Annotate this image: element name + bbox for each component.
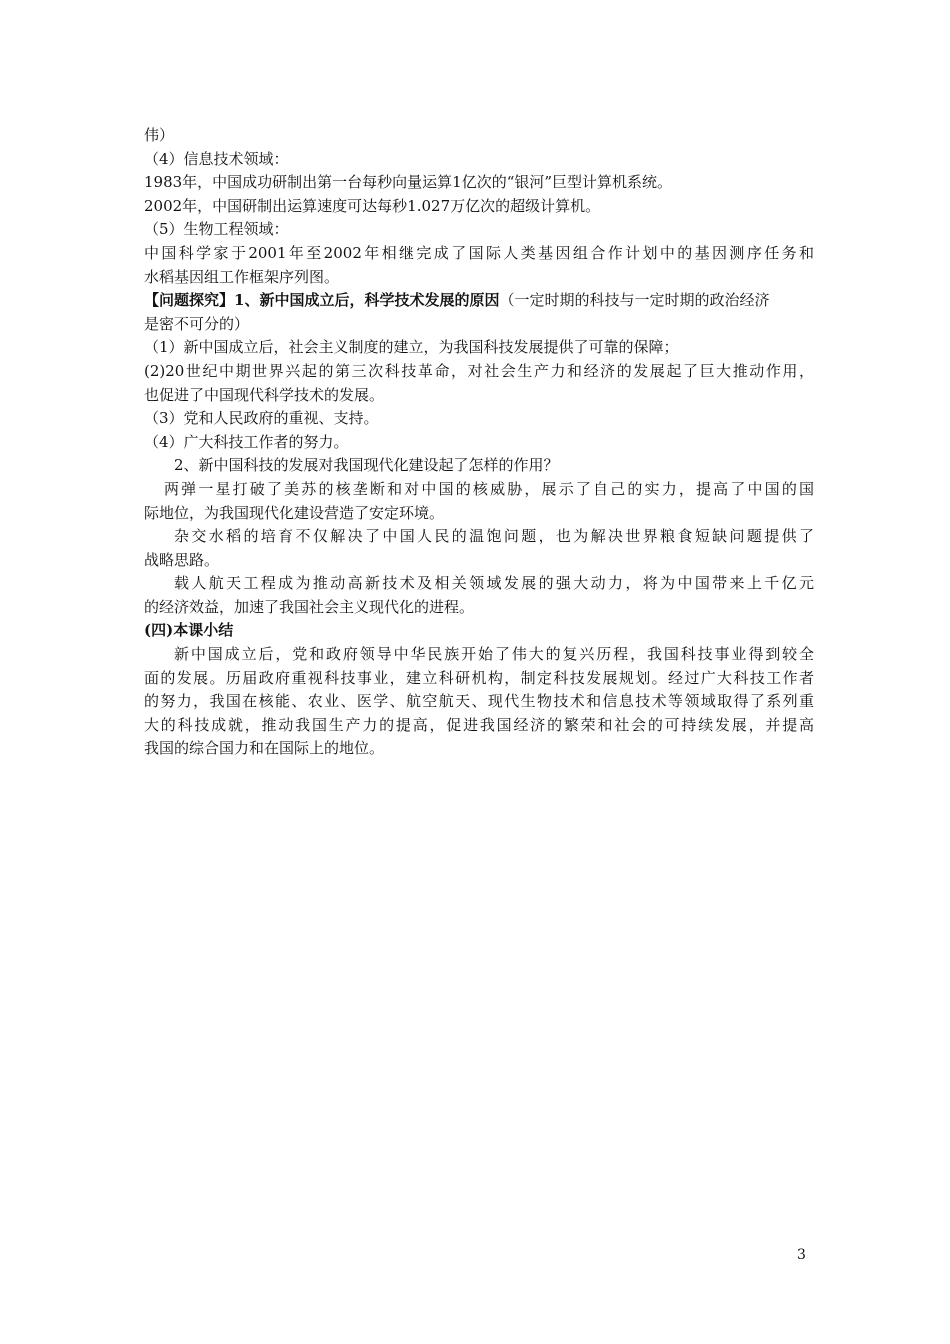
summary-heading: (四)本课小结: [144, 621, 234, 640]
text-line: 中国科学家于2001年至2002年相继完成了国际人类基因组合作计划中的基因测序任务和: [144, 243, 814, 262]
question-2: 2、新中国科技的发展对我国现代化建设起了怎样的作用？: [174, 456, 559, 475]
answer-line: 际地位，为我国现代化建设营造了安定环境。: [144, 503, 445, 522]
document-body: [144, 124, 814, 761]
text-line: 伟）: [144, 126, 175, 144]
reason-line: （1）新中国成立后，社会主义制度的建立，为我国科技发展提供了可靠的保障；: [144, 338, 679, 357]
summary-line: 新中国成立后，党和政府领导中华民族开始了伟大的复兴历程，我国科技事业得到较全: [174, 645, 814, 664]
text-line: 水稻基因组工作框架序列图。: [144, 267, 340, 286]
summary-line: 我国的综合国力和在国际上的地位。: [144, 739, 385, 758]
summary-line: 大的科技成就，推动我国生产力的提高，促进我国经济的繁荣和社会的可持续发展，并提高: [144, 715, 814, 734]
reason-line: (2)20世纪中期世界兴起的第三次科技革命，对社会生产力和经济的发展起了巨大推动作用，: [144, 361, 814, 380]
text-line: 2002年，中国研制出运算速度可达每秒1.027万亿次的超级计算机。: [144, 196, 601, 215]
text-line: （4）信息技术领域：: [144, 149, 289, 168]
answer-line: 杂交水稻的培育不仅解决了中国人民的温饱问题，也为解决世界粮食短缺问题提供了: [174, 527, 814, 546]
inquiry-heading-bold: 【问题探究】1、新中国成立后，科学技术发展的原因: [144, 291, 500, 310]
summary-line: 的努力，我国在核能、农业、医学、航空航天、现代生物技术和信息技术等领域取得了系列重: [144, 692, 814, 711]
answer-line: 两弹一星打破了美苏的核垄断和对中国的核威胁，展示了自己的实力，提高了中国的国: [164, 479, 814, 498]
answer-line: 的经济效益，加速了我国社会主义现代化的进程。: [144, 597, 475, 616]
page-number: 3: [797, 1247, 806, 1263]
inquiry-heading-cont: 是密不可分的）: [144, 314, 250, 333]
text-line: 1983年，中国成功研制出第一台每秒向量运算1亿次的“银河”巨型计算机系统。: [144, 173, 673, 192]
reason-line: （4）广大科技工作者的努力。: [144, 432, 349, 451]
answer-line: 载人航天工程成为推动高新技术及相关领域发展的强大动力，将为中国带来上千亿元: [174, 574, 814, 593]
summary-line: 面的发展。历届政府重视科技事业，建立科研机构，制定科技发展规划。经过广大科技工作者: [144, 668, 814, 687]
inquiry-heading: [144, 289, 814, 313]
reason-line: （3）党和人民政府的重视、支持。: [144, 409, 379, 428]
answer-line: 战略思路。: [144, 550, 220, 569]
text-line: （5）生物工程领域：: [144, 220, 289, 239]
reason-line: 也促进了中国现代科学技术的发展。: [144, 385, 385, 404]
inquiry-heading-note: （一定时期的科技与一定时期的政治经济: [499, 291, 770, 310]
